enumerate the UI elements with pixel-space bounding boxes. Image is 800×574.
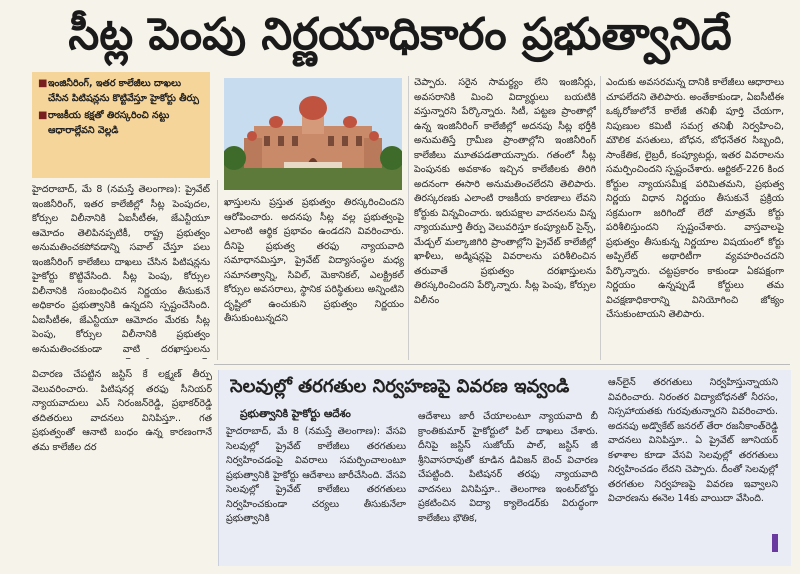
bullet-icon: ■ (38, 110, 48, 121)
paragraph: హైదరాబాద్, మే 8 (నమస్తే తెలంగాణ): ప్రైవేట్ ఇంజినీరింగ్, ఇతర కాలేజీల్లో సీట్ల పెంపుదల, కోర్సుల విలీనానికి ఏఐసీటీఈ, జేఎన్టీయూ ఆమోదం తెలిపినప్పటికీ, రాష్ట్ర ప్రభుత్వం అనుమతించకపోవడాన్ని సవాల్ చేస్తూ పలు ఇంజినీరింగ్ కాలేజీలు దాఖలు చేసిన పిటిషన్లను హైకోర్టు కొట్టివేసింది. సీట్ల పెంపు, కోర్సుల విలీనానికి సంబంధించిన నిర్ణయం తీసుకునే అధికారం ప్రభుత్వానికి ఉన్నదని స్పష్టంచేసింది. ఏఐసీటీఈ, జేఎన్టీయూ ఆమోదం మేరకు సీట్ల పెంపు, కోర్సుల విలీనానికి ప్రభుత్వం అనుమతించకుండా వాటి దరఖాస్తులను (32, 184, 210, 355)
sub-story-column-1 (226, 425, 406, 565)
bullet-icon: ■ (38, 78, 48, 89)
column-divider (408, 76, 409, 360)
main-story-column-4 (606, 76, 784, 359)
highlight-text: రాజకీయ కక్షతో తిరస్కరించి నట్టు ఆధారాల్లేవని వెల్లడి (48, 110, 170, 136)
highlight-text: ఇంజినీరింగ్, ఇతర కాలేజీలు దాఖలు చేసిన పిటిషన్లను కొట్టివేస్తూ హైకోర్టు తీర్పు (48, 78, 199, 104)
sub-story-column-2 (418, 410, 598, 565)
paragraph: చెప్పారు. సరైన సామర్థ్యం లేని ఇంజినీర్లు, అవసరానికి మించి విద్యార్థులు బయటికి వస్తున్నారని పేర్కొన్నారు. సిటీ, పట్టణ ప్రాంతాల్లో ఉన్న ఇంజినీరింగ్ కాలేజీల్లో అదనపు సీట్ల భర్తీకి అనుమతిస్తే గ్రామీణ ప్రాంతాల్లోని ఇంజినీరింగ్ కాలేజీలు మూతపడతాయన్నారు. గతంలో సీట్ల పెంపునకు అవకాశం ఇచ్చిన కాలేజీలకు తిరిగి అదనంగా ఈసారి అనుమతించలేదని తెలిపారు. తిరస్కరణకు ఎలాంటి రాజకీయ కారణాలు లేవని కోర్టుకు విన్నవించారు. ఇరుపక్షాల వాదనలను విన్న న్యాయమూర్తి తీర్పు వెలువరిస్తూ కంప్యూటర్ సైన్స్, మేడ్చల్ మల్కాజిగిరి ప్రాంతాల్లోని ప్రైవేట్ కాలేజీల్లో ఖాళీలు, అడ్మిషన్లపై వివరాలను పరిశీలించిన తరువాతే ప్రభుత్వం దరఖాస్తులను తిరస్కరించిందని పేర్కొన్నారు. సీట్ల పెంపు, కోర్సుల విలీనం (414, 77, 596, 306)
sub-story-column-3 (608, 376, 778, 565)
sub-story-kicker: ప్రభుత్వానికి హైకోర్టు ఆదేశం (240, 408, 351, 420)
column-divider (217, 180, 218, 360)
paragraph: ఎందుకు అవసరమన్న దానికి కాలేజీలు ఆధారాలు చూపలేదని తెలిపారు. అంతేకాకుండా, ఏఐసీటీఈ ఒక్కరోజులోనే కాలేజీ తనిఖీ పూర్తి చేయగా, నిపుణుల కమిటీ సమగ్ర తనిఖీ నిర్వహించి, మౌలిక వసతులు, బోధన, బోధనేతర సిబ్బంది, సాంకేతిక, లైబ్రరీ, కంప్యూటర్లు, ఇతర వివరాలను సమర్పించిందని స్పష్టంచేశారు. ఆర్టికల్-226 కింద కోర్టుల న్యాయసమీక్ష పరిమితమని, ప్రభుత్వ నిర్ణయ విధాన నిర్ణయం తీసుకునే ప్రక్రియ సక్రమంగా జరిగిందో లేదో మాత్రమే కోర్టు పరిశీలిస్తుందని స్పష్టంచేశారు. వాస్తవాలపై ప్రభుత్వం తీసుకున్న నిర్ణయాల విషయంలో కోర్టు అప్పిలేట్ అథారిటీగా వ్యవహరించదని పేర్కొన్నారు. చట్టప్రకారం కాకుండా ఏకపక్షంగా నిర్ణయం ఉన్నప్పుడే కోర్టులు తమ విచక్షణాధికారాన్ని వినియోగించి జోక్యం చేసుకుంటాయని తెలిపారు. (606, 77, 784, 320)
main-story-column-1-continued (32, 368, 212, 566)
main-story-column-3 (414, 76, 596, 359)
paragraph: విచారణ చేపట్టిన జస్టిస్ కే లక్ష్మణ్ తీర్పు వెలువరించారు. పిటిషనర్ల తరఫు సీనియర్ న్యాయవాదులు ఎస్ నిరంజన్‌రెడ్డి, ప్రభాకర్‌రెడ్డి తదితరులు వాదనలు వినిపిస్తూ.. గత ప్రభుత్వంతో ఆనాటి బంధం ఉన్న కారణంగానే తమ కాలేజీల దర (32, 369, 212, 453)
main-story-column-1 (32, 183, 210, 359)
highlight-item (38, 108, 204, 138)
high-court-photo (224, 78, 402, 190)
paragraph: హైదరాబాద్, మే 8 (నమస్తే తెలంగాణ): వేసవి సెలవుల్లో ప్రైవేట్ కాలేజీలు తరగతులు నిర్వహించడంపై వివరాలు సమర్పించాలంటూ ప్రభుత్వానికి హైకోర్టు ఆదేశాలు జారీచేసింది. వేసవి సెలవుల్లో ప్రైవేట్ కాలేజీలు తరగతులు నిర్వహించకుండా చర్యలు తీసుకునేలా ప్రభుత్వానికి (226, 426, 406, 524)
paragraph: ఖాస్తులను ప్రస్తుత ప్రభుత్వం తిరస్కరించిందని ఆరోపించారు. అదనపు సీట్ల వల్ల ప్రభుత్వంపై ఎలాంటి ఆర్థిక ప్రభావం ఉండదని వివరించారు. దీనిపై ప్రభుత్వ తరఫు న్యాయవాది సమాధానమిస్తూ, ప్రైవేట్ విద్యాసంస్థల మధ్య సమానత్వాన్ని, సివిల్, మెకానికల్, ఎలక్ట్రికల్ కోర్సుల అవసరాలు, స్థానిక పరిస్థితులు అన్నింటిని దృష్టిలో ఉంచుకుని ప్రభుత్వం నిర్ణయం తీసుకుంటున్నదని (224, 197, 404, 324)
main-story-column-2 (224, 196, 404, 359)
section-marker (772, 534, 778, 552)
paragraph: ఆన్‌లైన్ తరగతులు నిర్వహిస్తున్నాయని వివరించారు. నిరంతర విద్యాబోధనతో నీరసం, నిస్సహాయతకు గురవుతున్నారని వివరించారు. అదనపు అడ్వొకేట్ జనరల్ తేరా రజనీకాంత్‌రెడ్డి వాదనలు వినిపిస్తూ.. ఏ ప్రైవేట్ జూనియర్ కళాశాల కూడా వేసవి సెలవుల్లో తరగతులు నిర్వహించడం లేదని చెప్పారు. దీంతో సెలవుల్లో తరగతుల నిర్వహణపై వివరణ ఇవ్వాలని విచారణను ఈనెల 14కు వాయిదా వేసింది. (608, 377, 778, 504)
section-rule (214, 364, 790, 365)
sub-story-headline: సెలవుల్లో తరగతుల నిర్వహణపై వివరణ ఇవ్వండి (230, 376, 570, 397)
highlight-item (38, 76, 204, 106)
paragraph: ఆదేశాలు జారీ చేయాలంటూ న్యాయవాది బీ క్రాంతికుమార్ హైకోర్టులో పిల్ దాఖలు చేశారు. దీనిపై జస్టిస్ సుజోయ్ పాల్, జస్టిస్ జీ శ్రీనివాసరావుతో కూడిన డివిజన్ బెంచ్ విచారణ చేపట్టింది. పిటిషనర్ తరఫు న్యాయవాది వాదనలు వినిపిస్తూ.. తెలంగాణ ఇంటర్‌బోర్డు ప్రకటించిన విద్యా క్యాలెండర్‌కు విరుద్ధంగా కాలేజీలు భౌతిక, (418, 411, 598, 524)
column-divider (600, 76, 601, 360)
page-headline: సీట్ల పెంపు నిర్ణయాధికారం ప్రభుత్వానిదే (68, 9, 732, 60)
highlights-box (32, 72, 210, 178)
